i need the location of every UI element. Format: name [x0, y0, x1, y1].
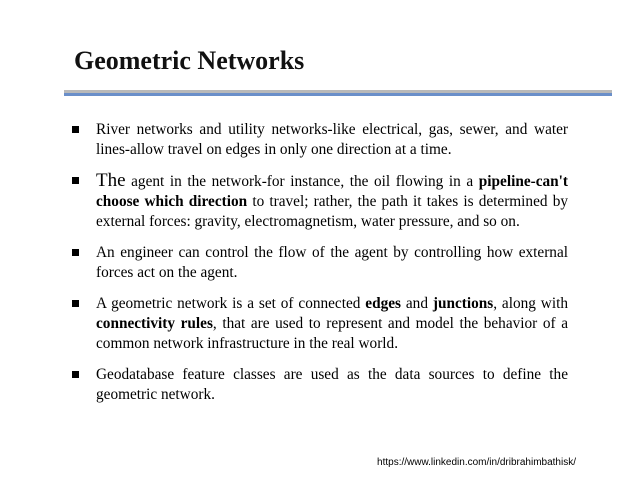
bullet-text: The [96, 170, 126, 191]
footer-link[interactable]: https://www.linkedin.com/in/dribrahimbathisk/ [377, 457, 576, 468]
square-bullet-icon [72, 371, 79, 378]
bullet-text: An engineer can control the flow of the agent by controlling how external forces act on the agent. [96, 244, 568, 281]
bullet-text: and [401, 295, 433, 312]
square-bullet-icon [72, 300, 79, 307]
bullet-text: agent in the network-for instance, the oil flowing in a [125, 173, 479, 190]
bullet-list [72, 120, 568, 416]
bullet-bold-text: connectivity rules [96, 315, 213, 332]
bullet-text: , along with [493, 295, 568, 312]
bullet-item-4 [72, 294, 568, 354]
square-bullet-icon [72, 126, 79, 133]
bullet-text: A geometric network is a set of connected [96, 295, 366, 312]
bullet-text: Geodatabase feature classes are used as the data sources to define the geometric network. [96, 366, 568, 403]
bullet-bold-text: junctions [432, 295, 494, 312]
slide-title: Geometric Networks [74, 46, 305, 75]
title-divider [64, 90, 612, 96]
square-bullet-icon [72, 249, 79, 256]
bullet-item-3 [72, 243, 568, 283]
bullet-text: River networks and utility networks-like electrical, gas, sewer, and water lines-allow travel on edges in only one direction at a time. [96, 121, 568, 158]
square-bullet-icon [72, 177, 79, 184]
divider-blue-band [64, 93, 612, 96]
bullet-bold-text: pipeline-can't choose which direction [96, 173, 568, 210]
bullet-text: to travel; rather, the path it takes is determined by external forces: gravity, electromagnetism, water pressure, and so on. [96, 193, 568, 230]
bullet-text: , that are used to represent and model the behavior of a common network infrastructure in the real world. [96, 315, 568, 352]
bullet-bold-text: edges [365, 295, 401, 312]
bullet-item-1 [72, 120, 568, 160]
bullet-item-2 [72, 171, 568, 232]
bullet-item-5 [72, 365, 568, 405]
